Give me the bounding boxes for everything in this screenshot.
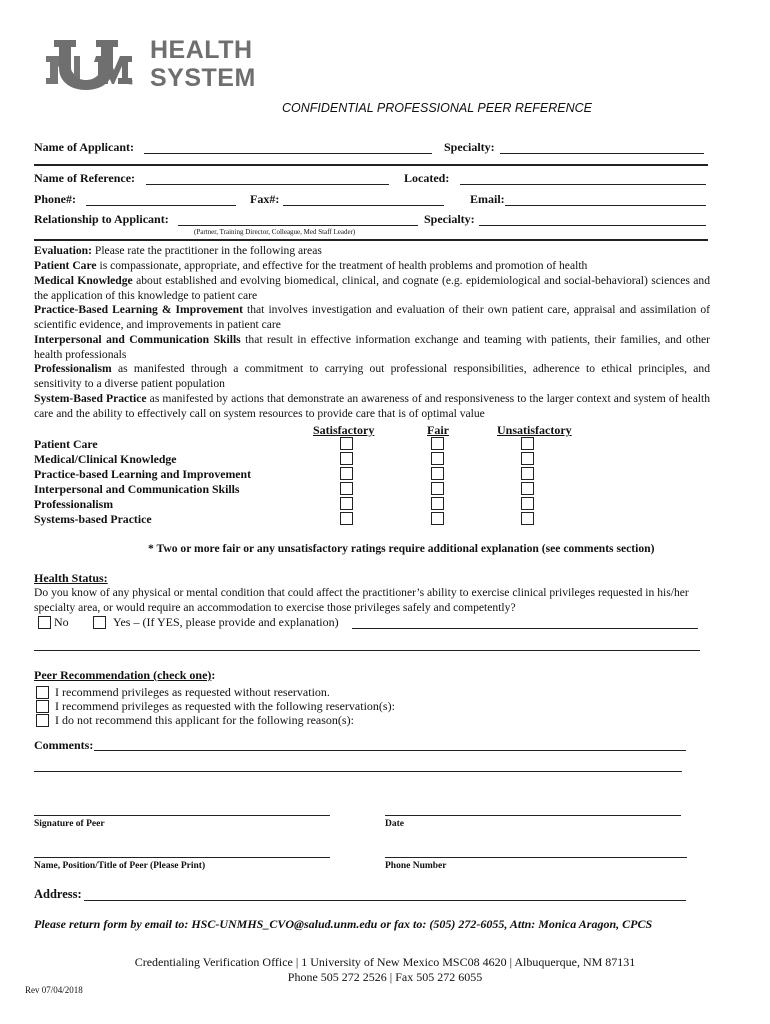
reference-email-field[interactable] xyxy=(505,205,706,206)
peer-recommendation-heading-text: Peer Recommendation (check one) xyxy=(34,668,212,682)
rating-row-label: Medical/Clinical Knowledge xyxy=(34,452,177,466)
date-label: Date xyxy=(385,819,404,829)
evaluation-heading: Evaluation: xyxy=(34,244,92,257)
logo-trademark: ® xyxy=(128,80,134,87)
rating-row-label: Practice-based Learning and Improvement xyxy=(34,467,252,481)
rating-row-label: Interpersonal and Communication Skills xyxy=(34,482,240,496)
checkbox-unsatisfactory[interactable] xyxy=(521,512,534,525)
definition-text: that result in effective information exchange and teaming with patients, their families, and other health professionals xyxy=(34,333,711,361)
definition-text: as manifested by actions that demonstrate an awareness of and responsiveness to the larger context and system of health care and the ability to effectively call on system resources to provide care that is of optimal value xyxy=(34,392,710,420)
evaluation-intro xyxy=(34,244,710,259)
health-explanation-field-2[interactable] xyxy=(34,650,700,651)
peer-name-field[interactable] xyxy=(34,857,330,858)
health-explanation-field[interactable] xyxy=(352,628,698,629)
reference-name-label: Name of Reference: xyxy=(34,171,136,185)
relationship-field[interactable] xyxy=(178,225,418,226)
recommend-option-label: I recommend privileges as requested without reservation. xyxy=(55,685,330,699)
checkbox-satisfactory[interactable] xyxy=(340,482,353,495)
definition-term: Practice-Based Learning & Improvement xyxy=(34,303,243,316)
definition-interpersonal xyxy=(34,333,710,362)
form-title: CONFIDENTIAL PROFESSIONAL PEER REFERENCE xyxy=(282,101,593,115)
relationship-hint: (Partner, Training Director, Colleague, Med Staff Leader) xyxy=(194,228,356,236)
return-instructions: Please return form by email to: HSC-UNMHS_CVO@salud.unm.edu or fax to: (505) 272-6055, Attn: Monica Aragon, CPCS xyxy=(34,917,653,931)
checkbox-fair[interactable] xyxy=(431,512,444,525)
checkbox-unsatisfactory[interactable] xyxy=(521,482,534,495)
peer-recommendation-heading: Peer Recommendation (check one): xyxy=(34,668,216,682)
reference-phone-field[interactable] xyxy=(86,205,236,206)
phone-number-label: Phone Number xyxy=(385,861,447,871)
comments-label: Comments: xyxy=(34,738,94,752)
reference-located-label: Located: xyxy=(404,171,450,185)
section-divider-2 xyxy=(34,239,708,241)
definition-term: System-Based Practice xyxy=(34,392,147,405)
definition-patient-care xyxy=(34,259,710,274)
rating-row-label: Professionalism xyxy=(34,497,114,511)
definition-text: that involves investigation and evaluation of their own patient care, appraisal and assimilation of scientific evidence, and improvements in patient care xyxy=(34,303,710,331)
health-status-heading: Health Status: xyxy=(34,571,108,585)
checkbox-fair[interactable] xyxy=(431,437,444,450)
logo-health-text: HEALTH xyxy=(150,36,253,64)
section-divider xyxy=(34,164,708,166)
signature-label: Signature of Peer xyxy=(34,819,105,829)
health-yes-label: Yes – (If YES, please provide and explanation) xyxy=(113,615,339,629)
recommend-option-label: I recommend privileges as requested with the following reservation(s): xyxy=(55,699,395,713)
definition-practice-based-learning xyxy=(34,303,710,332)
reference-located-field[interactable] xyxy=(460,184,706,185)
column-fair: Fair xyxy=(427,423,449,437)
reference-name-field[interactable] xyxy=(146,184,389,185)
peer-name-label: Name, Position/Title of Peer (Please Print) xyxy=(34,861,206,871)
comments-field[interactable] xyxy=(94,750,686,751)
checkbox-unsatisfactory[interactable] xyxy=(521,437,534,450)
applicant-specialty-label: Specialty: xyxy=(444,140,495,154)
definition-system-based-practice xyxy=(34,392,710,421)
reference-fax-label: Fax#: xyxy=(250,192,280,206)
logo-system-text: SYSTEM xyxy=(150,64,256,92)
address-label: Address: xyxy=(34,887,82,901)
reference-phone-label: Phone#: xyxy=(34,192,76,206)
reference-specialty-field[interactable] xyxy=(479,225,706,226)
applicant-specialty-field[interactable] xyxy=(500,153,704,154)
checkbox-satisfactory[interactable] xyxy=(340,497,353,510)
definition-medical-knowledge xyxy=(34,274,710,303)
checkbox-unsatisfactory[interactable] xyxy=(521,497,534,510)
checkbox-fair[interactable] xyxy=(431,497,444,510)
reference-specialty-label: Specialty: xyxy=(424,212,475,226)
rating-row-label: Systems-based Practice xyxy=(34,512,152,526)
comments-field-2[interactable] xyxy=(34,771,682,772)
phone-number-field[interactable] xyxy=(385,857,687,858)
do-not-recommend-checkbox[interactable] xyxy=(36,714,49,727)
checkbox-satisfactory[interactable] xyxy=(340,452,353,465)
column-unsatisfactory: Unsatisfactory xyxy=(497,423,572,437)
health-yes-checkbox[interactable] xyxy=(93,616,106,629)
address-field[interactable] xyxy=(84,900,686,901)
checkbox-fair[interactable] xyxy=(431,467,444,480)
definition-term: Medical Knowledge xyxy=(34,274,133,287)
rating-note: * Two or more fair or any unsatisfactory ratings require additional explanation (see comments section) xyxy=(148,542,655,555)
checkbox-unsatisfactory[interactable] xyxy=(521,467,534,480)
recommend-without-reservation-checkbox[interactable] xyxy=(36,686,49,699)
definition-term: Interpersonal and Communication Skills xyxy=(34,333,241,346)
checkbox-fair[interactable] xyxy=(431,482,444,495)
reference-fax-field[interactable] xyxy=(283,205,444,206)
recommend-option-label: I do not recommend this applicant for the following reason(s): xyxy=(55,713,354,727)
footer-address: Credentialing Verification Office | 1 University of New Mexico MSC08 4620 | Albuquerque, NM 87131 xyxy=(134,955,636,969)
revision-date: Rev 07/04/2018 xyxy=(25,985,83,995)
checkbox-unsatisfactory[interactable] xyxy=(521,452,534,465)
checkbox-satisfactory[interactable] xyxy=(340,512,353,525)
checkbox-satisfactory[interactable] xyxy=(340,467,353,480)
date-field[interactable] xyxy=(385,815,681,816)
rating-row-label: Patient Care xyxy=(34,437,98,451)
evaluation-intro-text: Please rate the practitioner in the following areas xyxy=(94,244,322,257)
definition-text: about established and evolving biomedical, clinical, and cognate (e.g. epidemiological and social-behavioral) sciences and the application of this knowledge to patient care xyxy=(34,274,710,302)
applicant-name-field[interactable] xyxy=(144,153,432,154)
health-no-label: No xyxy=(54,615,69,629)
reference-email-label: Email: xyxy=(470,192,505,206)
footer-phone-fax: Phone 505 272 2526 | Fax 505 272 6055 xyxy=(287,970,483,984)
applicant-name-label: Name of Applicant: xyxy=(34,140,134,154)
signature-field[interactable] xyxy=(34,815,330,816)
health-no-checkbox[interactable] xyxy=(38,616,51,629)
recommend-with-reservation-checkbox[interactable] xyxy=(36,700,49,713)
checkbox-fair[interactable] xyxy=(431,452,444,465)
definition-term: Professionalism xyxy=(34,362,112,375)
definition-text: as manifested through a commitment to carrying out professional responsibilities, adherence to ethical principles, and sensitivity to a diverse patient population xyxy=(34,362,710,390)
definition-term: Patient Care xyxy=(34,259,97,272)
column-satisfactory: Satisfactory xyxy=(313,423,375,437)
relationship-label: Relationship to Applicant: xyxy=(34,212,169,226)
definition-text: is compassionate, appropriate, and effective for the treatment of health problems and promotion of health xyxy=(99,259,588,272)
health-status-question: Do you know of any physical or mental condition that could affect the practitioner’s ability to exercise clinical privileges requested in his/her specialty area, or would require an accommodation to exercise those privileges safely and competently? xyxy=(34,586,689,614)
checkbox-satisfactory[interactable] xyxy=(340,437,353,450)
definition-professionalism xyxy=(34,362,710,391)
